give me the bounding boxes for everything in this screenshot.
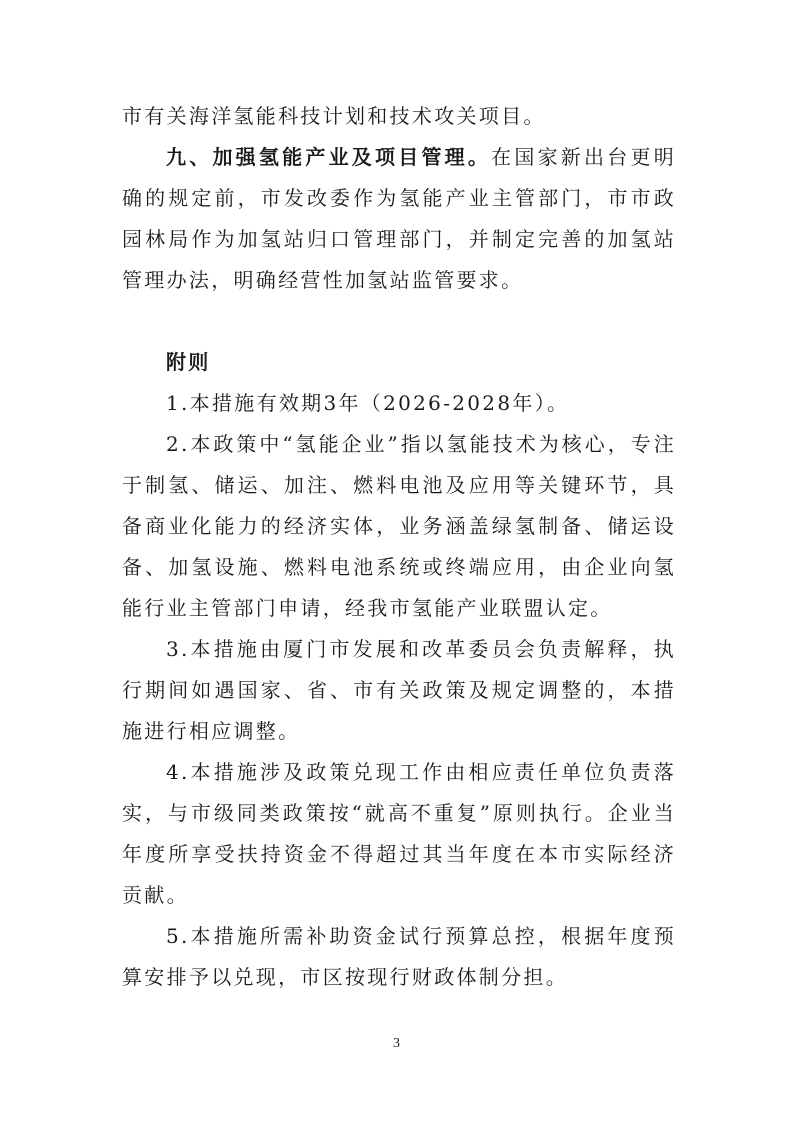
appendix-title: 附则: [166, 350, 211, 374]
section-nine-paragraph: [122, 137, 676, 301]
appendix-item-4: 4.本措施涉及政策兑现工作由相应责任单位负责落实，与市级同类政策按“就高不重复”原则执行。企业当年度所享受扶持资金不得超过其当年度在本市实际经济贡献。: [122, 760, 676, 907]
page-number: 3: [393, 1036, 400, 1051]
appendix-item-2: 2.本政策中“氢能企业”指以氢能技术为核心，专注于制氢、储运、加注、燃料电池及应用等关键环节，具备商业化能力的经济实体，业务涵盖绿氢制备、储运设备、加氢设施、燃料电池系统或终端应用，由企业向氢能行业主管部门申请，经我市氢能产业联盟认定。: [122, 432, 676, 620]
appendix-item-1: 1.本措施有效期3年（2026-2028年）。: [166, 391, 570, 415]
section-nine-heading: 九、加强氢能产业及项目管理。: [166, 145, 492, 169]
continued-paragraph: 市有关海洋氢能科技计划和技术攻关项目。: [122, 104, 546, 128]
spacer: [122, 301, 676, 342]
appendix-item-5: 5.本措施所需补助资金试行预算总控，根据年度预算安排予以兑现，市区按现行财政体制分担。: [122, 924, 676, 989]
section-nine-body: 在国家新出台更明确的规定前，市发改委作为氢能产业主管部门，市市政园林局作为加氢站归口管理部门，并制定完善的加氢站管理办法，明确经营性加氢站监管要求。: [122, 145, 677, 292]
appendix-item-3: 3.本措施由厦门市发展和改革委员会负责解释，执行期间如遇国家、省、市有关政策及规定调整的，本措施进行相应调整。: [122, 637, 676, 743]
body-text: [122, 96, 676, 998]
